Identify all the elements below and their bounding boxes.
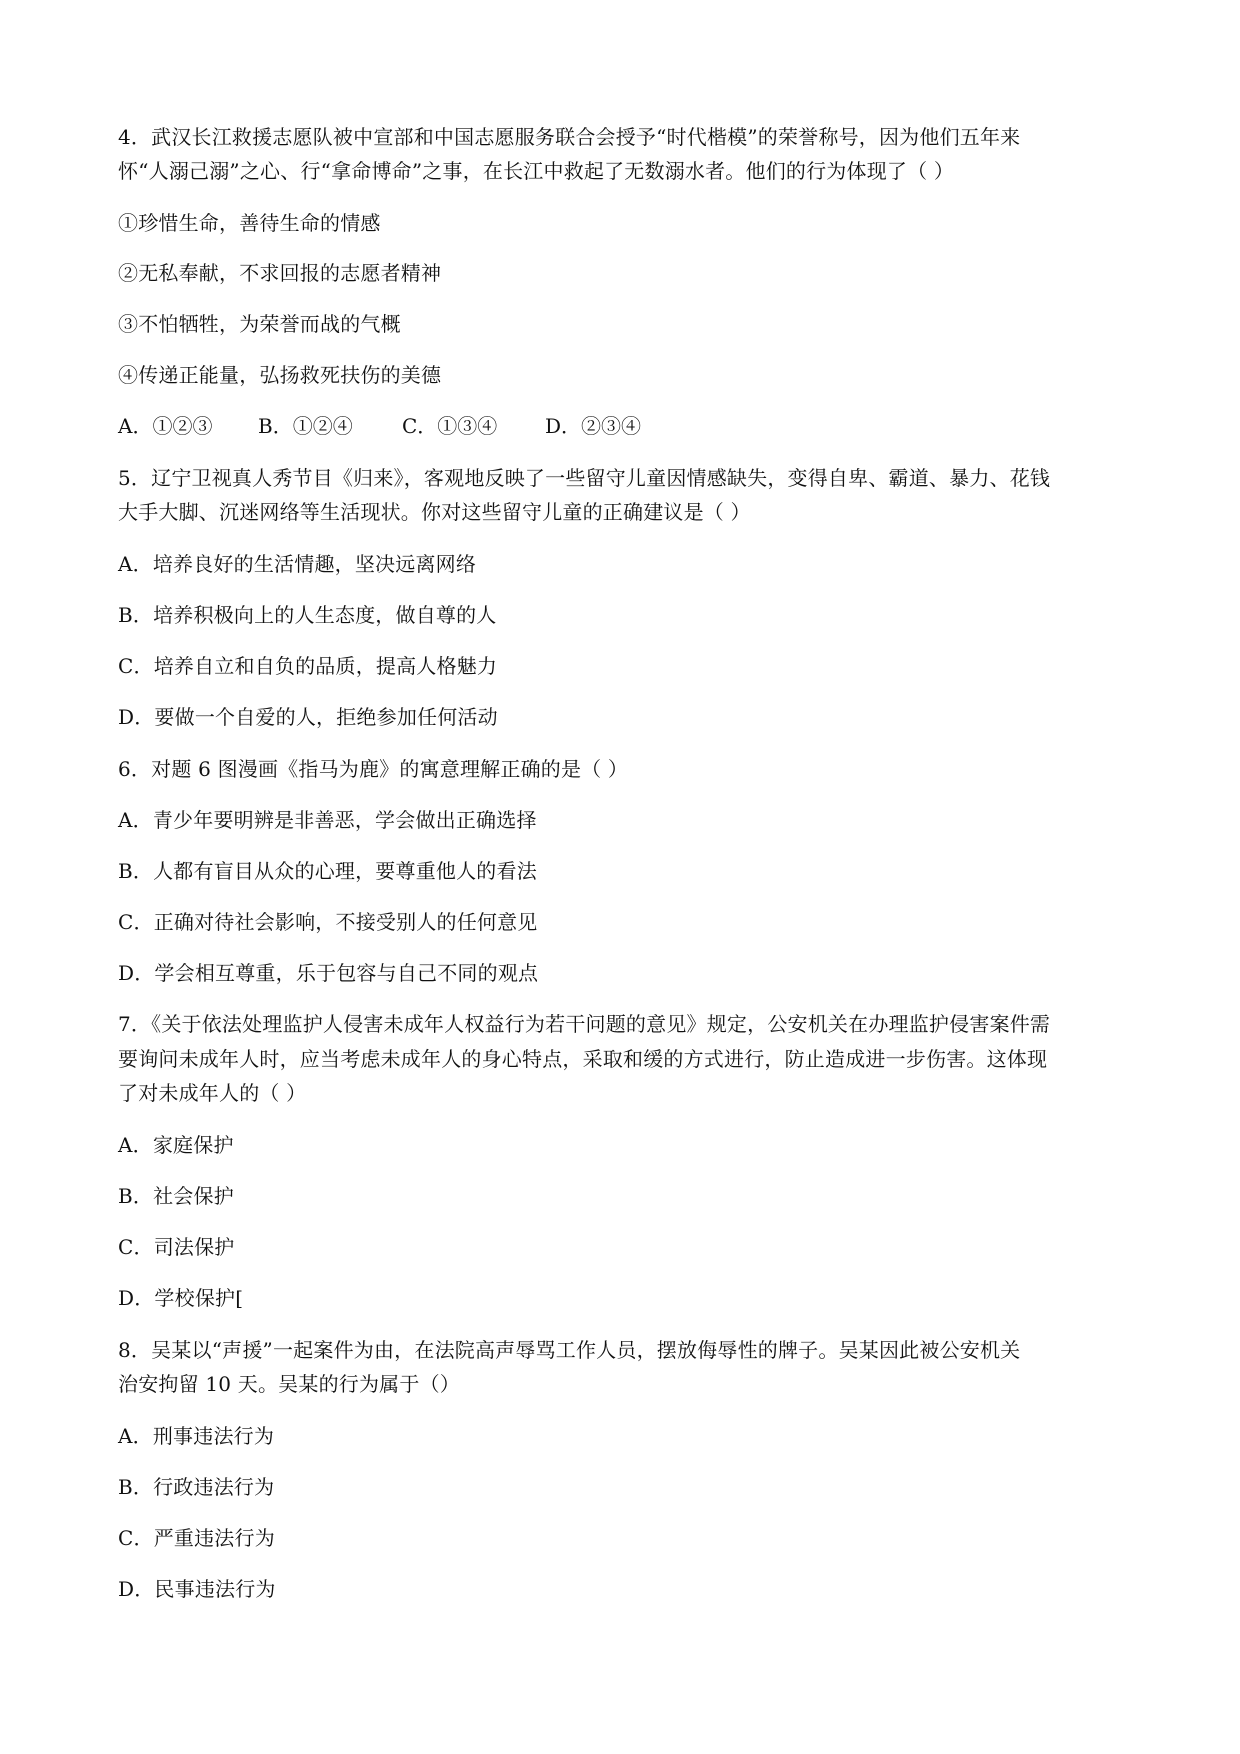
q6-option-c: C．正确对待社会影响，不接受别人的任何意见 xyxy=(118,910,538,934)
q4-statement-3: ③不怕牺牲，为荣誉而战的气概 xyxy=(118,312,401,336)
q7-stem-line-2: 要询问未成年人时，应当考虑未成年人的身心特点，采取和缓的方式进行，防止造成进一步伤害。这体现 xyxy=(118,1047,1048,1071)
q4-choice-d: D．②③④ xyxy=(545,414,642,438)
q8-option-d: D．民事违法行为 xyxy=(118,1577,276,1601)
q6-stem-line-1: 6．对题 6 图漫画《指马为鹿》的寓意理解正确的是（ ） xyxy=(118,757,629,781)
q6-option-b: B．人都有盲目从众的心理，要尊重他人的看法 xyxy=(118,859,537,883)
q7-option-c: C．司法保护 xyxy=(118,1235,235,1259)
q4-choice-b: B．①②④ xyxy=(258,414,353,438)
q4-stem-line-2: 怀“人溺己溺”之心、行“拿命博命”之事，在长江中救起了无数溺水者。他们的行为体现了（ ） xyxy=(118,159,955,183)
q8-stem-line-1: 8．吴某以“声援”一起案件为由，在法院高声辱骂工作人员，摆放侮辱性的牌子。吴某因此被公安机关 xyxy=(118,1338,1021,1362)
q5-option-c: C．培养自立和自负的品质，提高人格魅力 xyxy=(118,654,498,678)
q8-option-c: C．严重违法行为 xyxy=(118,1526,275,1550)
q5-option-d: D．要做一个自爱的人，拒绝参加任何活动 xyxy=(118,705,498,729)
q4-choice-a: A．①②③ xyxy=(118,414,213,438)
q4-stem-line-1: 4．武汉长江救援志愿队被中宣部和中国志愿服务联合会授予“时代楷模”的荣誉称号，因为他们五年来 xyxy=(118,125,1021,149)
q6-option-d: D．学会相互尊重，乐于包容与自己不同的观点 xyxy=(118,961,539,985)
q4-choices xyxy=(118,413,641,439)
q4-statement-4: ④传递正能量，弘扬救死扶伤的美德 xyxy=(118,363,442,387)
q7-stem-line-3: 了对未成年人的（ ） xyxy=(118,1081,307,1105)
q6-option-a: A．青少年要明辨是非善恶，学会做出正确选择 xyxy=(118,808,537,832)
q7-option-d: D．学校保护[ xyxy=(118,1286,244,1310)
q7-option-b: B．社会保护 xyxy=(118,1184,234,1208)
q8-stem-line-2: 治安拘留 10 天。吴某的行为属于（） xyxy=(118,1372,460,1396)
q5-option-b: B．培养积极向上的人生态度，做自尊的人 xyxy=(118,603,497,627)
q7-stem-line-1: 7．《关于依法处理监护人侵害未成年人权益行为若干问题的意见》规定，公安机关在办理监护侵害案件需 xyxy=(118,1012,1051,1036)
q8-option-b: B．行政违法行为 xyxy=(118,1475,275,1499)
q8-option-a: A．刑事违法行为 xyxy=(118,1424,275,1448)
q5-option-a: A．培养良好的生活情趣，坚决远离网络 xyxy=(118,552,477,576)
q5-stem-line-2: 大手大脚、沉迷网络等生活现状。你对这些留守儿童的正确建议是（ ） xyxy=(118,500,751,524)
q4-statement-2: ②无私奉献，不求回报的志愿者精神 xyxy=(118,261,442,285)
q7-option-a: A．家庭保护 xyxy=(118,1133,234,1157)
q5-stem-line-1: 5．辽宁卫视真人秀节目《归来》，客观地反映了一些留守儿童因情感缺失，变得自卑、霸道、暴力、花钱 xyxy=(118,466,1051,490)
q4-statement-1: ①珍惜生命，善待生命的情感 xyxy=(118,211,381,235)
q4-choice-c: C．①③④ xyxy=(402,414,498,438)
